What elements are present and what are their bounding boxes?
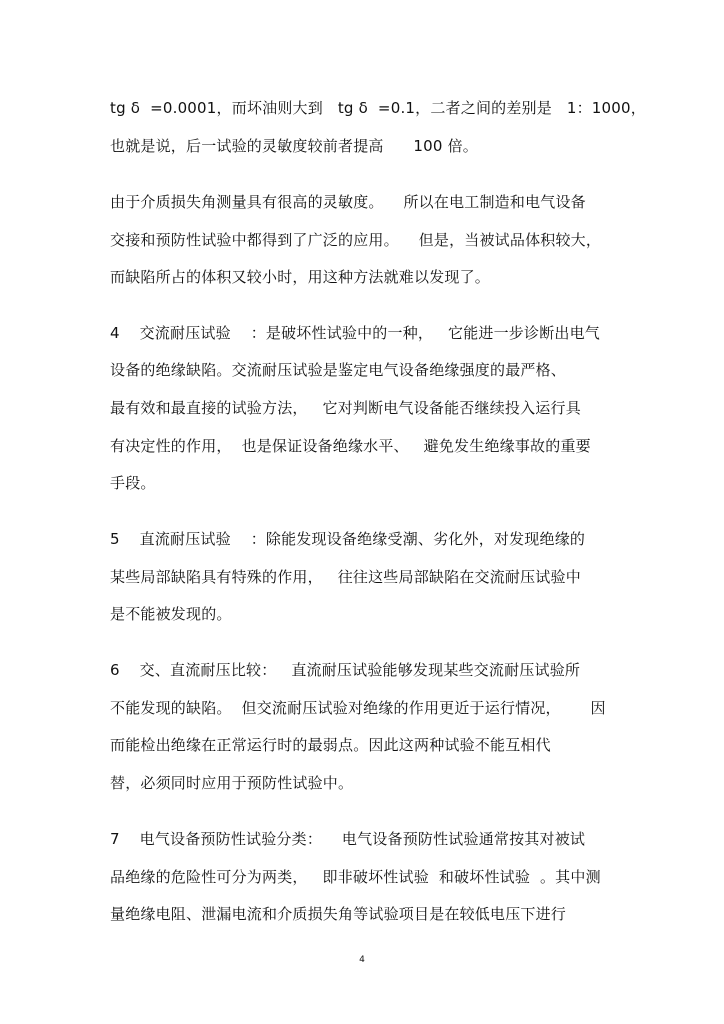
text-line-18: 7 电气设备预防性试验分类： 电气设备预防性试验通常按其对被试 [110,830,586,848]
text-line-19: 品绝缘的危险性可分为两类， 即非破坏性试验 和破坏性试验 。其中测 [110,868,601,886]
text-line-17: 替，必须同时应用于预防性试验中。 [110,774,354,792]
text-line-3: 由于介质损失角测量具有很高的灵敏度。 所以在电工制造和电气设备 [110,193,586,211]
text-line-7: 设备的绝缘缺陷。交流耐压试验是鉴定电气设备绝缘强度的最严格、 [110,361,567,379]
text-line-2: 也就是说，后一试验的灵敏度较前者提高 100 倍。 [110,137,479,155]
page-number: 4 [359,955,365,965]
text-line-15: 不能发现的缺陷。 但交流耐压试验对绝缘的作用更近于运行情况， 因 [110,699,606,717]
text-line-9: 有决定性的作用， 也是保证设备绝缘水平、 避免发生绝缘事故的重要 [110,437,591,455]
text-line-20: 量绝缘电阻、泄漏电流和介质损失角等试验项目是在较低电压下进行 [110,905,567,923]
text-line-1: tg δ =0.0001，而坏油则大到 tg δ =0.1，二者之间的差别是 1：1000， [110,99,646,117]
text-line-12: 某些局部缺陷具有特殊的作用， 往往这些局部缺陷在交流耐压试验中 [110,568,581,586]
text-line-5: 而缺陷所占的体积又较小时，用这种方法就难以发现了。 [110,268,491,286]
text-line-14: 6 交、直流耐压比较： 直流耐压试验能够发现某些交流耐压试验所 [110,661,581,679]
text-line-13: 是不能被发现的。 [110,605,232,623]
text-line-10: 手段。 [110,474,156,492]
text-line-6: 4 交流耐压试验 ：是破坏性试验中的一种， 它能进一步诊断出电气 [110,324,600,342]
text-line-11: 5 直流耐压试验 ：除能发现设备绝缘受潮、劣化外，对发现绝缘的 [110,530,586,548]
text-line-8: 最有效和最直接的试验方法， 它对判断电气设备能否继续投入运行具 [110,399,581,417]
text-line-4: 交接和预防性试验中都得到了广泛的应用。 但是，当被试品体积较大， [110,231,602,249]
text-line-16: 而能检出绝缘在正常运行时的最弱点。因此这两种试验不能互相代 [110,736,551,754]
